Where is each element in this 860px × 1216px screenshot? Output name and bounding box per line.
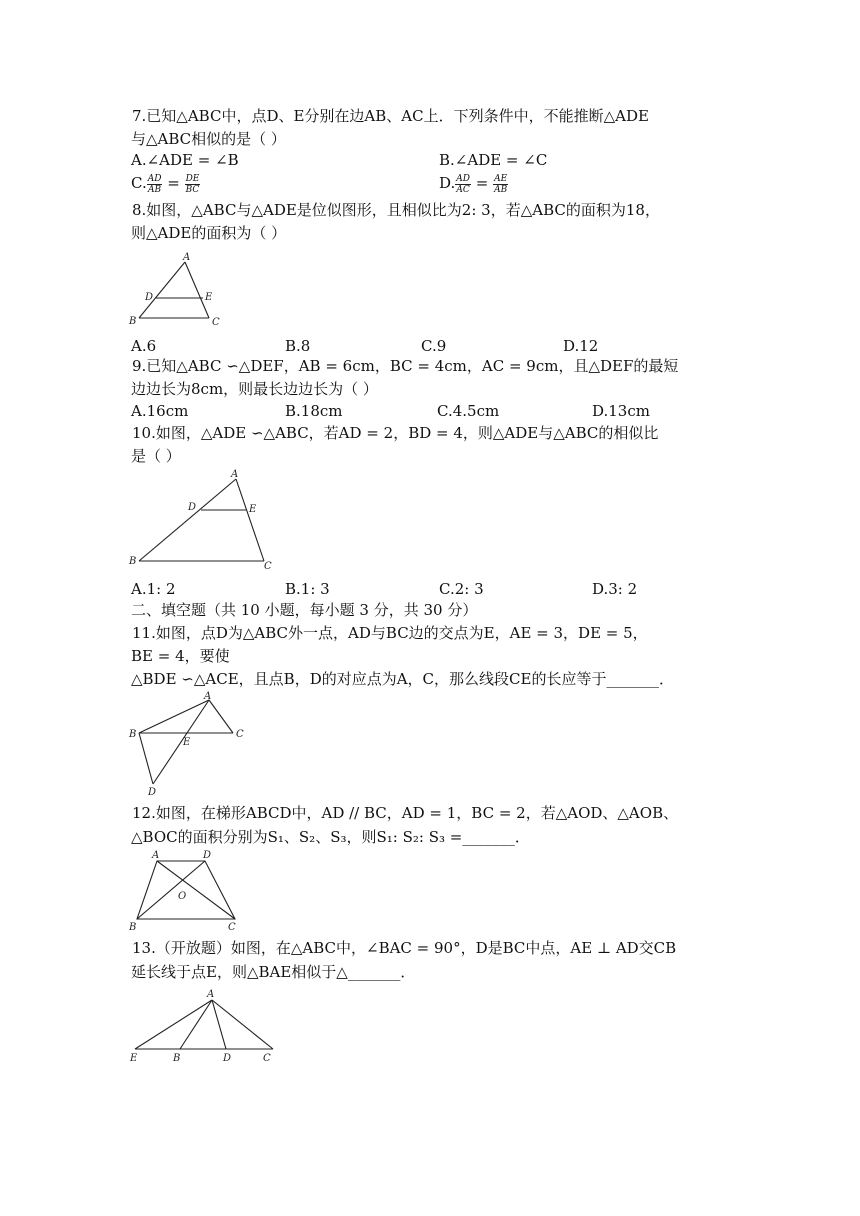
q10-figure [125,465,275,575]
numerator: AE [494,173,508,184]
label-c: C [228,922,236,933]
label-e: E [130,1053,138,1064]
segment-ac [236,479,264,561]
segment-ab [139,479,236,561]
numerator: AD [147,173,162,184]
label-a: A [207,989,215,1000]
fraction [455,174,471,195]
q13-stem-line2: 延长线于点E，则△BAE相似于△_______． [131,963,416,981]
equals-sign: = [475,174,489,192]
fraction [185,174,201,195]
q11-stem-line1: 11.如图，点D为△ABC外一点，AD与BC边的交点为E，AE = 3，DE = 5， [132,624,648,642]
q8-option-c: C.9 [421,337,447,355]
q8-stem-line1: 8.如图，△ABC与△ADE是位似图形，且相似比为2: 3，若△ABC的面积为18， [132,201,660,219]
label-a: A [152,850,160,861]
numerator: AD [456,173,470,184]
segment-ac [212,1000,273,1049]
q7-option-d-prefix: D. [439,174,456,192]
label-b: B [129,922,137,933]
label-d: D [148,787,157,798]
q9-option-c: C.4.5cm [437,402,500,420]
q11-stem-line3: △BDE ∽△ACE，且点B，D的对应点为A，C，那么线段CE的长应等于_______． [131,670,674,688]
q7-option-d [439,173,508,195]
q7-stem-line1: 7.已知△ABC中，点D、E分别在边AB、AC上．下列条件中，不能推断△ADE [132,107,649,125]
label-a: A [204,691,212,702]
q8-figure [125,250,235,330]
segment-bd [139,733,153,784]
denominator: AC [456,184,470,195]
label-c: C [212,317,220,328]
q8-stem-line2: 则△ADE的面积为（ ） [131,224,287,242]
denominator: AB [148,184,162,195]
q10-option-b: B.1: 3 [285,580,330,598]
q10-option-a: A.1: 2 [131,580,176,598]
section-heading: 二、填空题（共 10 小题，每小题 3 分，共 30 分） [131,601,478,619]
q12-stem-line1: 12.如图，在梯形ABCD中，AD // BC，AD = 1，BC = 2，若△AOD、△AOB、 [132,804,679,822]
q9-option-d: D.13cm [592,402,650,420]
label-a: A [231,469,239,480]
label-b: B [173,1053,181,1064]
label-b: B [129,729,137,740]
segment-ac [209,700,233,733]
q10-stem-line1: 10.如图，△ADE ∽△ABC，若AD = 2，BD = 4，则△ADE与△ABC的相似比 [132,424,659,442]
q7-option-c-prefix: C. [131,174,147,192]
label-b: B [129,316,137,327]
q8-option-a: A.6 [131,337,157,355]
q10-option-c: C.2: 3 [439,580,484,598]
q13-figure [125,985,280,1065]
q9-option-b: B.18cm [285,402,343,420]
label-e: E [183,737,191,748]
q12-figure [125,847,245,935]
fraction [147,174,163,195]
fraction [493,174,508,195]
label-d: D [188,502,197,513]
q13-stem-line1: 13.（开放题）如图，在△ABC中，∠BAC = 90°，D是BC中点，AE ⊥ AD交CB [132,939,677,957]
label-d: D [203,850,212,861]
segment-ae [135,1000,212,1049]
segment-ad [212,1000,226,1049]
q10-stem-line2: 是（ ） [131,447,181,465]
label-o: O [178,891,187,902]
label-c: C [264,561,272,572]
q11-stem-line2: BE = 4，要使 [131,647,230,665]
q11-figure [125,688,260,800]
q9-stem-line1: 9.已知△ABC ∽△DEF，AB = 6cm，BC = 4cm，AC = 9cm，且△DEF的最短 [132,357,679,375]
segment-ab [139,262,185,318]
label-c: C [263,1053,271,1064]
q8-option-d: D.12 [563,337,599,355]
q10-option-d: D.3: 2 [592,580,638,598]
label-e: E [249,504,257,515]
denominator: BC [185,184,200,195]
label-c: C [236,729,244,740]
numerator: DE [185,173,200,184]
diagonal-ac [157,861,235,919]
q12-stem-line2: △BOC的面积分别为S₁、S₂、S₃，则S₁: S₂: S₃ =_______． [131,828,530,846]
label-d: D [145,292,154,303]
q9-stem-line2: 边边长为8cm，则最长边边长为（ ） [131,380,378,398]
q7-option-b: B.∠ADE = ∠C [439,151,548,169]
label-d: D [223,1053,232,1064]
trapezoid-abcd [137,861,235,919]
q9-option-a: A.16cm [131,402,189,420]
label-e: E [205,292,213,303]
q7-stem-line2: 与△ABC相似的是（ ） [131,130,286,148]
q8-option-b: B.8 [285,337,311,355]
segment-ab [180,1000,212,1049]
q7-option-a: A.∠ADE = ∠B [131,151,239,169]
q7-option-c [131,173,200,195]
label-b: B [129,556,137,567]
denominator: AB [494,184,508,195]
equals-sign: = [167,174,180,192]
label-a: A [183,252,191,263]
segment-ac [185,262,209,318]
